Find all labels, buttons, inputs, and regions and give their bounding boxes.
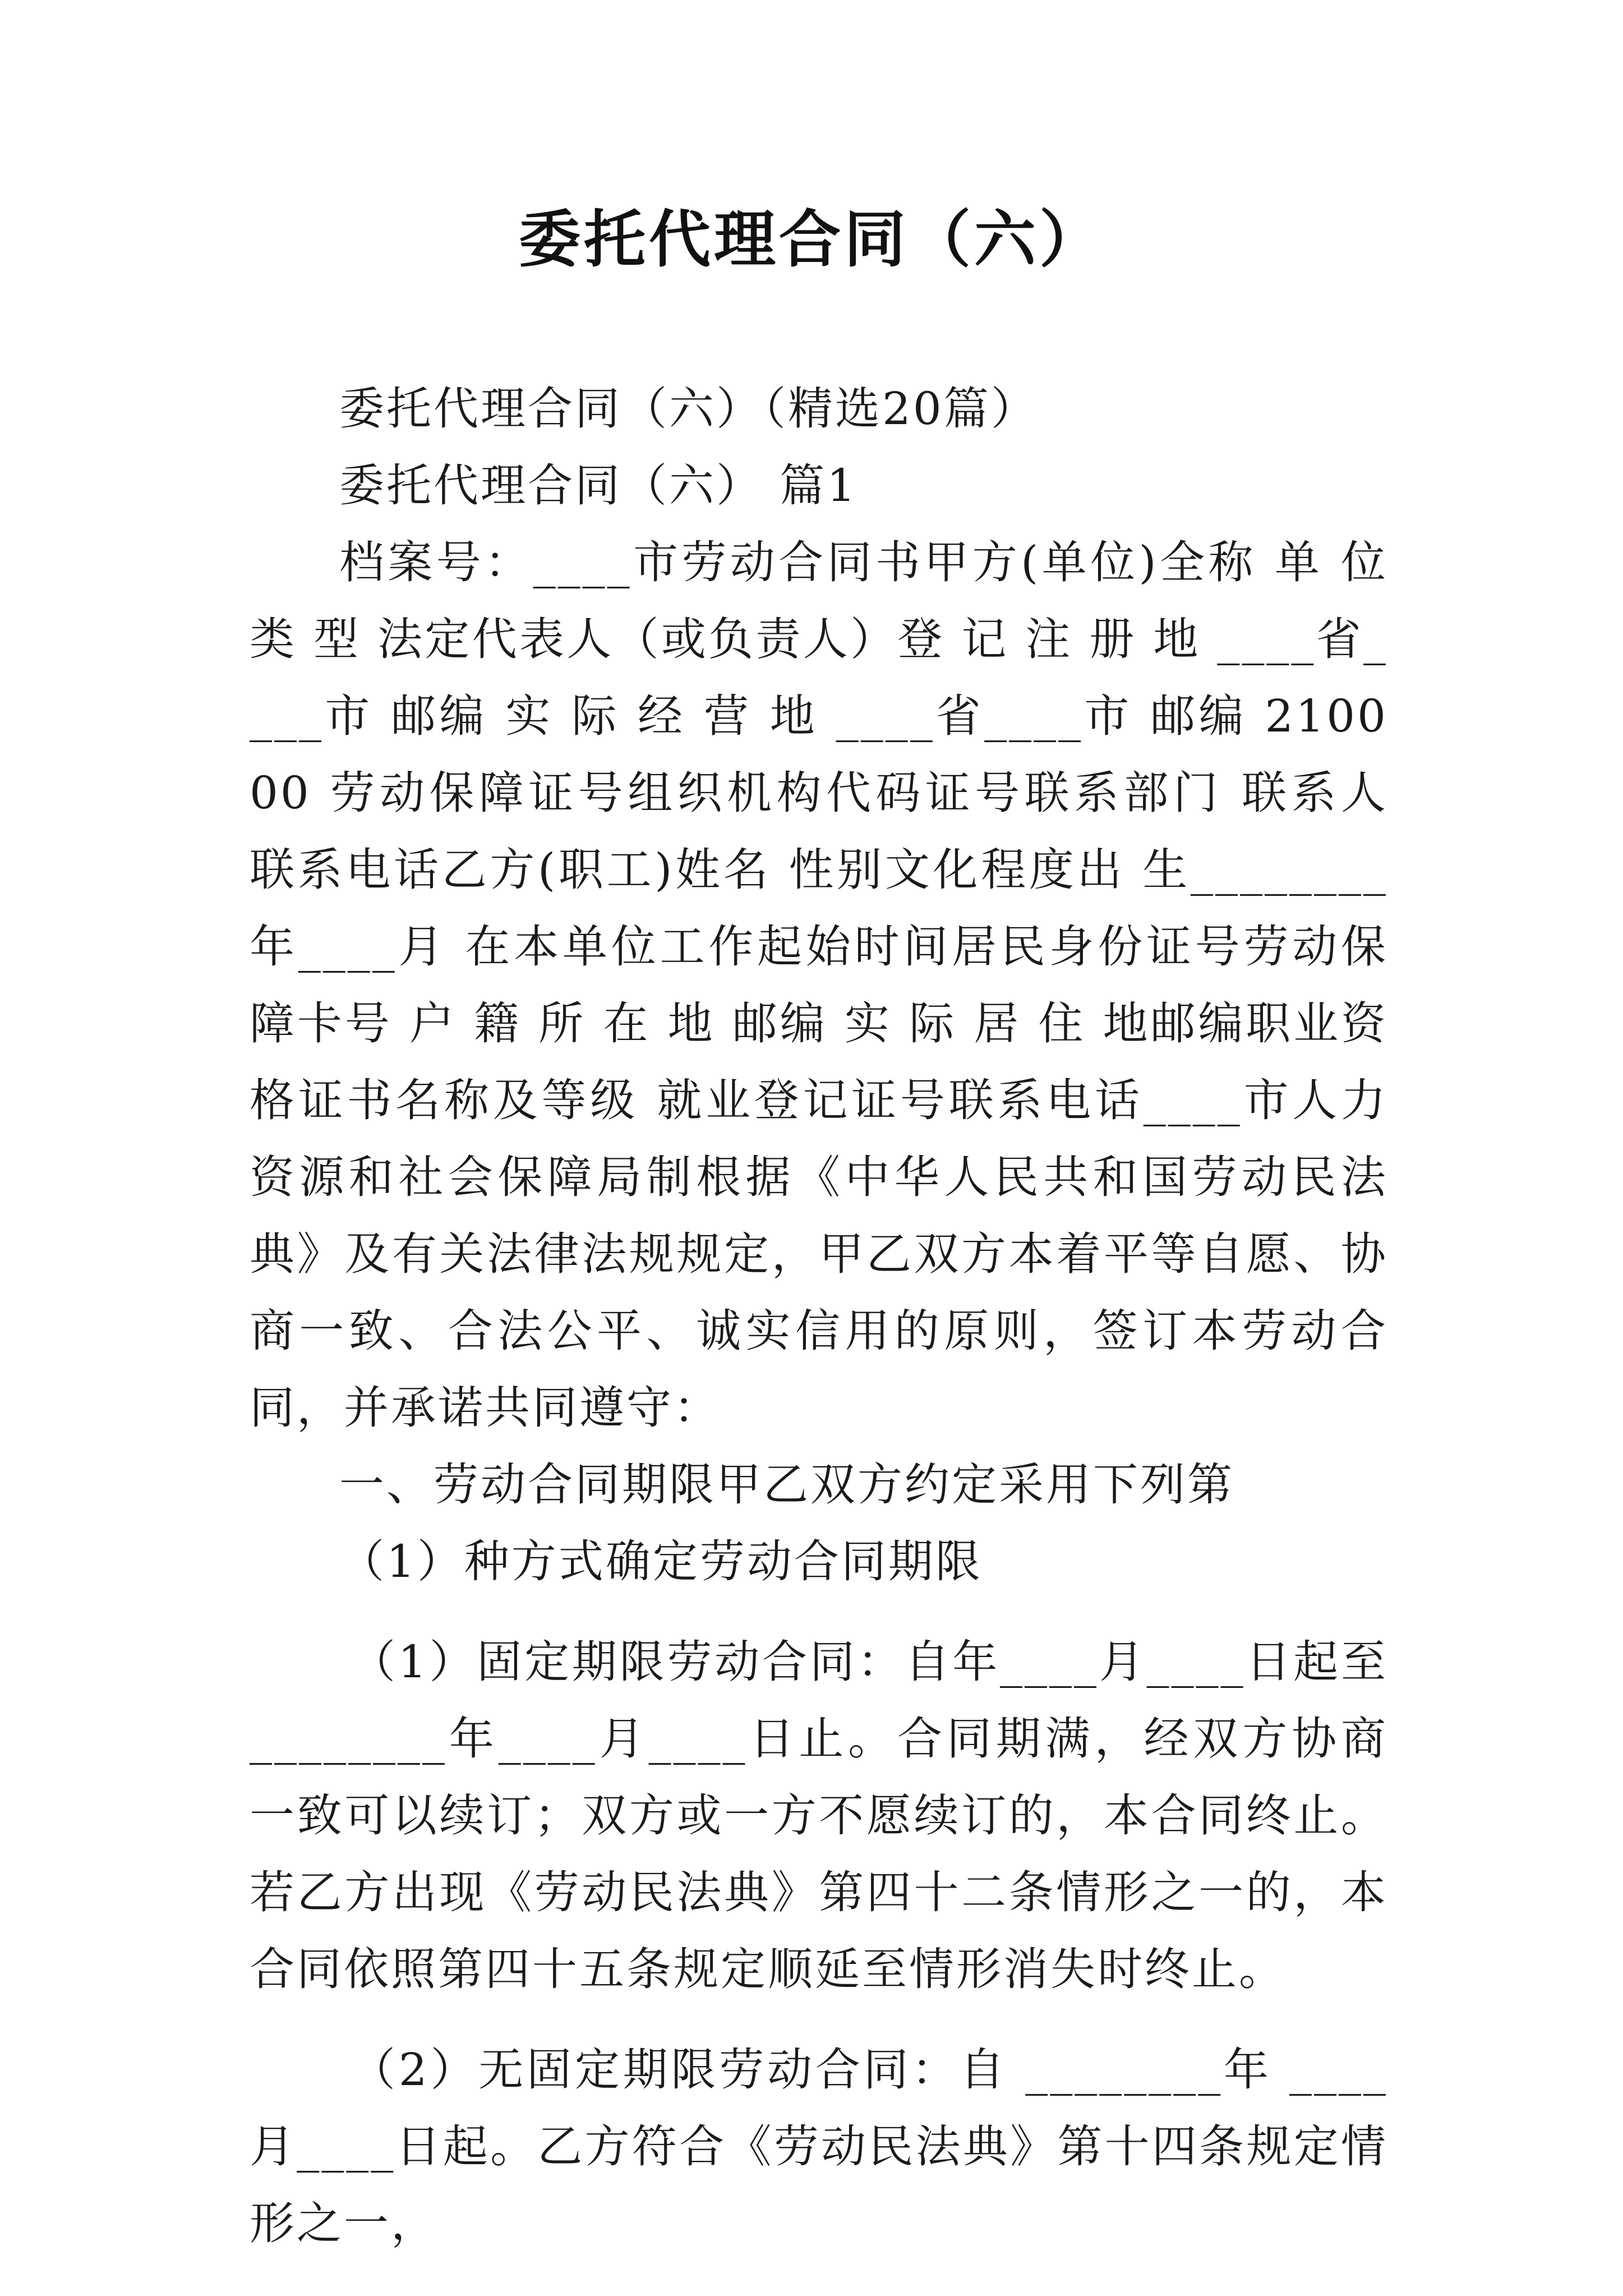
body-paragraph: （1）固定期限劳动合同：自年____月____日起至________年____月____日止。合同期满，经双方协商一致可以续订；双方或一方不愿续订的，本合同终止。若乙方出现《劳动民法典》第四十二条情形之一的，本合同依照第四十五条规定顺延至情形消失时终止。	[250, 1636, 1388, 1995]
document-body	[250, 370, 1388, 2262]
body-paragraph: 一、劳动合同期限甲乙双方约定采用下列第	[339, 1458, 1234, 1511]
body-paragraph: （2）无固定期限劳动合同：自 ________年 ____月____日起。乙方符合《劳动民法典》第十四条规定情形之一，	[250, 2044, 1388, 2249]
body-paragraph: （1）种方式确定劳动合同期限	[339, 1535, 983, 1588]
document-title: 委托代理合同（六）	[519, 203, 1104, 275]
subtitle-paragraph: 委托代理合同（六）（精选20篇）	[339, 383, 1038, 435]
body-paragraph: 档案号：____市劳动合同书甲方(单位)全称 单 位 类 型 法定代表人（或负责人）登 记 注 册 地 ____省____市 邮编 实 际 经 营 地 ____省____市 邮编 210000 劳动保障证号组织机构代码证号联系部门 联系人 联系电话乙方(职工)姓名 性别文化程度出 生________年____月 在本单位工作起始时间居民身份证号劳动保障卡号 户 籍 所 在 地 邮编 实 际 居 住 地邮编职业资格证书名称及等级 就业登记证号联系电话____市人力资源和社会保障局制根据《中华人民共和国劳动民法典》及有关法律法规规定，甲乙双方本着平等自愿、协商一致、合法公平、诚实信用的原则，签订本劳动合同，并承诺共同遵守：	[250, 536, 1388, 1434]
section-heading: 委托代理合同（六） 篇1	[339, 459, 858, 512]
